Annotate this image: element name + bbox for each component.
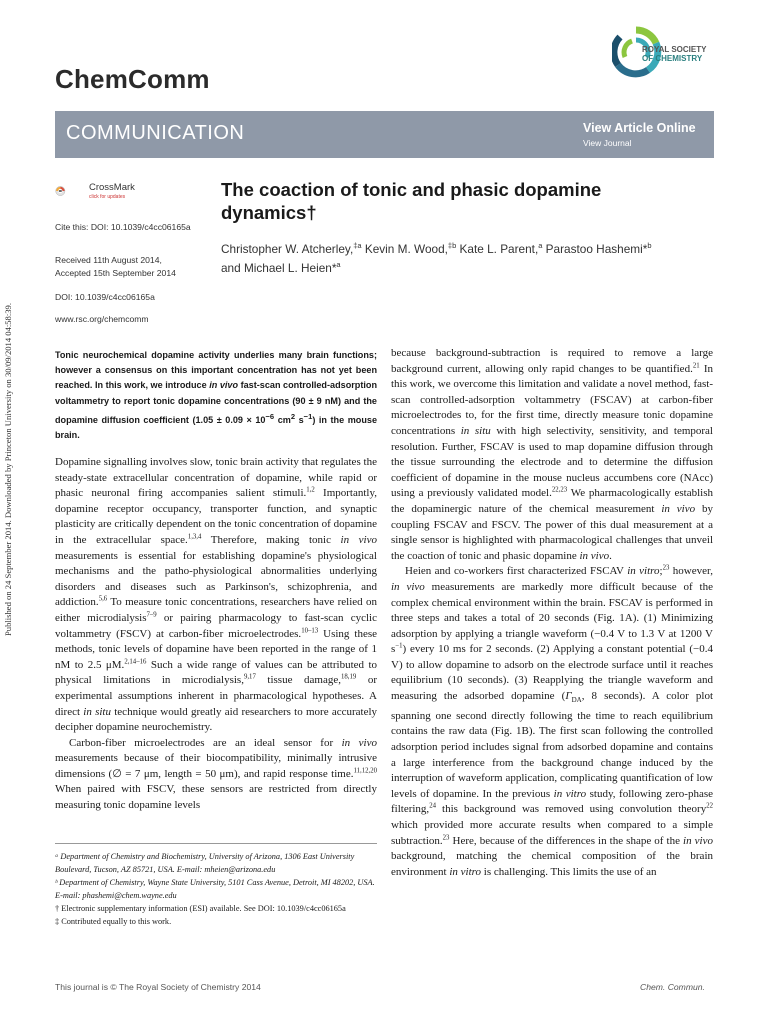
author-5-aff: a bbox=[336, 259, 341, 269]
accepted-date: Accepted 15th September 2014 bbox=[55, 268, 176, 278]
rsc-line2: OF CHEMISTRY bbox=[642, 54, 703, 63]
cite-label: Cite this: bbox=[55, 222, 89, 232]
footnote-divider bbox=[55, 843, 377, 844]
body-column-right bbox=[391, 346, 713, 880]
paragraph: Carbon-fiber microelectrodes are an ideal sensor for in vivo measurements because of their biocompatibility, minimally intrusive dimensions (∅ = 7 μm, length = 50 μm), and rapid response time.$^{11,12,20}$ When paired with FSCV, these sensors are restricted from directly measuring tonic dopamine levels bbox=[55, 736, 377, 812]
abstract: Tonic neurochemical dopamine activity underlies many brain functions; however a consensus on this important concentration has not yet been reached. In this work, we introduce in vivo fast-scan controlled-adsorption voltammetry to report tonic dopamine concentrations (90 ± 9 nM) and the dopamine diffusion coefficient ($1.05 \pm 0.09 \times 10^{-6}$ $cm^2$ $s^{-1}$) in the mouse brain. bbox=[55, 350, 378, 441]
copyright-footer: This journal is © The Royal Society of Chemistry 2014 bbox=[55, 982, 261, 992]
author-3: Kate L. Parent, bbox=[456, 241, 539, 256]
journal-footer: Chem. Commun. bbox=[640, 982, 705, 992]
author-2-aff: ‡b bbox=[447, 241, 457, 250]
journal-name: ChemComm bbox=[55, 64, 210, 94]
crossmark-sublabel[interactable]: click for updates bbox=[89, 194, 126, 200]
author-1: Christopher W. Atcherley, bbox=[221, 241, 354, 256]
rsc-wordmark bbox=[642, 45, 706, 63]
download-stamp bbox=[3, 206, 15, 636]
crossmark-icon[interactable] bbox=[55, 176, 87, 206]
footnote-equal-contribution: ‡ Contributed equally to this work. bbox=[55, 917, 172, 926]
paragraph: Dopamine signalling involves slow, tonic brain activity that regulates the steady-state extracellular concentration of dopamine, while rapid or phasic neuronal firing accompanies salient stimuli.$^{1,2}$ Importantly, dopamine receptor occupancy, transporter function, and synaptic plasticity are critically dependent on the tonic concentration of dopamine in the extracellular space.$^{1,3,4}$ Therefore, making tonic in vivo measurements is essential for establishing dopamine's physiological mechanisms and the patho-physiological abnormalities underlying disorders and diseases such as Parkinson's, schizophrenia, and addiction.$^{5,6}$ To measure tonic concentrations, researchers have relied on either microdialysis$^{7-9}$ or pairing pharmacology to fast-scan cyclic voltammetry (FSCV) at carbon-fiber microelectrodes.$^{10-13}$ Using these methods, tonic levels of dopamine have been reported in the range of 1 nM to 2.5 μM.$^{2,14-16}$ Such a wide range of values can be attributed to physical limitations in microdialysis,$^{9,17}$ tissue damage,$^{18,19}$ or experimental assumptions inherent in pharmacological hypotheses. A direct in situ technique would greatly aid researchers to more accurately decipher dopamine neurochemistry. bbox=[55, 456, 378, 734]
author-3-aff: a bbox=[538, 241, 543, 250]
author-4-aff: b bbox=[647, 241, 652, 250]
view-journal-link[interactable]: View Journal bbox=[583, 138, 632, 148]
paragraph: because background-subtraction is required to remove a large background current, allowing only rapid changes to be quantified.$^{21}$ In this work, we overcome this limitation and validate a novel method, fast-scan controlled-adsorption voltammetry (FSCAV) at carbon-fiber microelectrodes to, for the first time, directly measure tonic dopamine concentrations in situ with high selectivity, sensitivity, and temporal resolution. Further, FSCAV is used to map dopamine diffusion through the tissue surrounding the electrode and to determine the diffusion coefficient of dopamine in the mouse nucleus accumbens core (NAcc) using a previously validated model.$^{22,23}$ We pharmacologically establish the dopaminergic nature of the chemical measurement in vivo by coupling FSCAV and FSCV. The power of this dual measurement at a single sensor is highlighted with pharmacological challenges that unveil the coaction of tonic and phasic dopamine in vivo. bbox=[391, 347, 713, 562]
footnote-affiliation-a: ᵃ Department of Chemistry and Biochemistry, University of Arizona, 1306 East University Boulevard, Tucson, AZ 85721, USA. E-mail: mheien@arizona.edu bbox=[55, 852, 355, 874]
author-5: and Michael L. Heien* bbox=[221, 260, 337, 275]
footnote-esi: † Electronic supplementary information (ESI) available. See DOI: 10.1039/c4cc06165a bbox=[55, 904, 346, 913]
journal-url[interactable]: www.rsc.org/chemcomm bbox=[55, 314, 149, 324]
article-title: The coaction of tonic and phasic dopamine dynamics† bbox=[221, 179, 602, 223]
received-date: Received 11th August 2014, bbox=[55, 255, 162, 265]
author-1-aff: ‡a bbox=[353, 241, 362, 250]
author-list bbox=[221, 238, 721, 276]
view-article-online-link[interactable]: View Article Online bbox=[583, 121, 696, 135]
cite-line bbox=[55, 222, 191, 232]
rsc-line1: ROYAL SOCIETY bbox=[642, 45, 707, 54]
paragraph: Heien and co-workers first characterized FSCAV in vitro;$^{23}$ however, in vivo measurements are markedly more difficult because of the complex chemical environment within the brain. FSCAV is performed in three steps and takes a total of 20 seconds (Fig. 1A). (1) Minimizing adsorption by applying a triangle waveform (−0.4 V to 1.3 V at 1200 V $s^{-1}$) every 10 ms for 2 seconds. (2) Applying a constant potential (−0.4 V) to allow dopamine to adsorb on the electrode surface until it reaches equilibrium (10 seconds). (3) Reapplying the triangle waveform and measuring the adsorbed dopamine ($\Gamma_{DA}$, 8 seconds). A color plot spanning one second directly following the time to reach equilibrium contains the raw data (Fig. 1B). The first scan following the controlled adsorption period includes signal from adsorbed dopamine and contains a large interference from the background change induced by the interruption of waveform application, complicating quantification of low levels of dopamine. In the previous in vitro study, following zero-phase filtering,$^{24}$ this background was removed using convolution theory$^{22}$ which provided more accurate results when compared to a simple subtraction.$^{23}$ Here, because of the differences in the shape of the in vivo background, matching the chemical composition of the brain environment in vitro is challenging. This limits the use of an bbox=[391, 564, 714, 878]
download-stamp-text: Published on 24 September 2014. Downloaded by Princeton University on 30/09/2014 04:58:39. bbox=[3, 303, 13, 636]
author-4: Parastoo Hashemi* bbox=[542, 241, 648, 256]
author-2: Kevin M. Wood, bbox=[361, 241, 448, 256]
footnotes bbox=[55, 850, 377, 928]
cite-doi: DOI: 10.1039/c4cc06165a bbox=[90, 222, 191, 232]
body-column-left bbox=[55, 455, 377, 814]
doi: DOI: 10.1039/c4cc06165a bbox=[55, 292, 155, 302]
footnote-affiliation-b: ᵇ Department of Chemistry, Wayne State University, 5101 Cass Avenue, Detroit, MI 48202, USA. E-mail: phashemi@chem.wayne.edu bbox=[55, 878, 375, 900]
crossmark-label[interactable]: CrossMark bbox=[89, 182, 135, 193]
article-type-label: COMMUNICATION bbox=[66, 122, 245, 144]
